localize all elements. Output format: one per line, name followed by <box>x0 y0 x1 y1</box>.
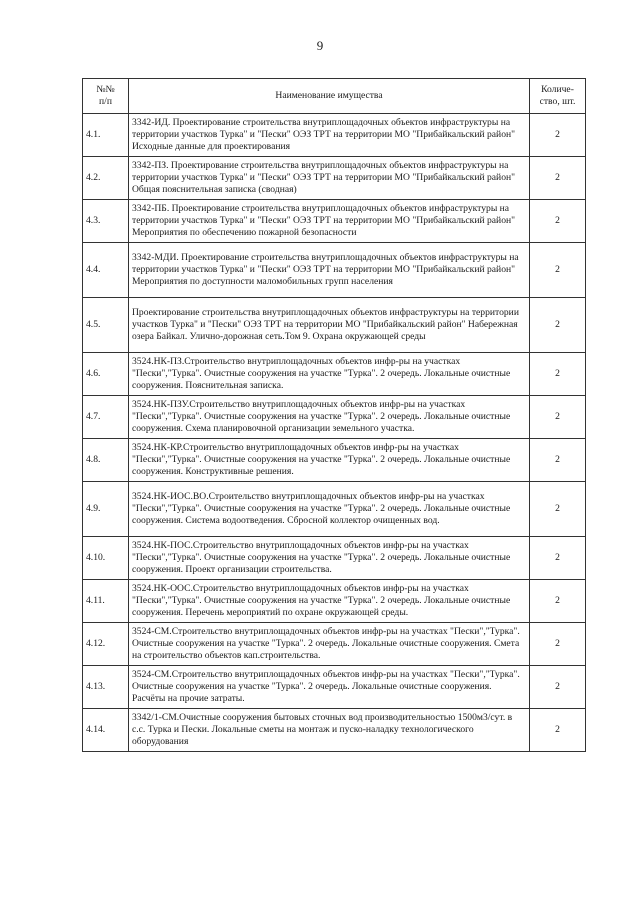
row-name: 3342-МДИ. Проектирование строительства внутриплощадочных объектов инфраструктуры на территории участков Турка" и "Пески" ОЭЗ ТРТ на территории МО "Прибайкальский район" Мероприятия по доступности маломобильных групп населения <box>129 243 530 298</box>
property-table <box>82 78 586 752</box>
table-row <box>83 709 586 752</box>
table-header-row <box>83 79 586 114</box>
row-number: 4.10. <box>83 537 129 580</box>
row-name: 3524-СМ.Строительство внутриплощадочных объектов инфр-ры на участках "Пески","Турка". Очистные сооружения на участке "Турка". 2 очередь. Локальные очистные сооружения. Расчёты на прочие затраты. <box>129 666 530 709</box>
row-number: 4.5. <box>83 298 129 353</box>
row-quantity: 2 <box>530 396 586 439</box>
row-name: 3524.НК-ПОС.Строительство внутриплощадочных объектов инфр-ры на участках "Пески","Турка". Очистные сооружения на участке "Турка". 2 очередь. Локальные очистные сооружения. Проект организации строительства. <box>129 537 530 580</box>
page-number: 9 <box>316 38 324 53</box>
row-name: 3342-ИД. Проектирование строительства внутриплощадочных объектов инфраструктуры на территории участков Турка" и "Пески" ОЭЗ ТРТ на территории МО "Прибайкальский район" Исходные данные для проектирования <box>129 114 530 157</box>
row-quantity: 2 <box>530 353 586 396</box>
row-quantity: 2 <box>530 157 586 200</box>
table-row <box>83 157 586 200</box>
row-name: 3524.НК-ПЗУ.Строительство внутриплощадочных объектов инфр-ры на участках "Пески","Турка". Очистные сооружения на участке "Турка". 2 очередь. Локальные очистные сооружения. Схема планировочной организации земельного участка. <box>129 396 530 439</box>
row-quantity: 2 <box>530 580 586 623</box>
row-quantity: 2 <box>530 298 586 353</box>
table-row <box>83 580 586 623</box>
row-name: 3342-ПБ. Проектирование строительства внутриплощадочных объектов инфраструктуры на территории участков Турка" и "Пески" ОЭЗ ТРТ на территории МО "Прибайкальский район" Мероприятия по обеспечению пожарной безопасности <box>129 200 530 243</box>
row-name: 3524-СМ.Строительство внутриплощадочных объектов инфр-ры на участках "Пески","Турка". Очистные сооружения на участке "Турка". 2 очередь. Локальные очистные сооружения. Смета на строительство объектов кап.строительства. <box>129 623 530 666</box>
table-row <box>83 537 586 580</box>
header-number <box>83 79 129 114</box>
row-number: 4.3. <box>83 200 129 243</box>
table-row <box>83 396 586 439</box>
row-number: 4.14. <box>83 709 129 752</box>
table-row <box>83 666 586 709</box>
header-quantity-line1: Количе- <box>541 84 574 95</box>
row-number: 4.9. <box>83 482 129 537</box>
header-number-line1: №№ <box>96 84 115 95</box>
table-row <box>83 298 586 353</box>
row-number: 4.7. <box>83 396 129 439</box>
row-quantity: 2 <box>530 623 586 666</box>
row-quantity: 2 <box>530 200 586 243</box>
table-row <box>83 200 586 243</box>
row-number: 4.2. <box>83 157 129 200</box>
row-quantity: 2 <box>530 439 586 482</box>
header-number-line2: п/п <box>99 96 112 107</box>
row-name: Проектирование строительства внутриплощадочных объектов инфраструктуры на территории участков Турка" и "Пески" ОЭЗ ТРТ на территории МО "Прибайкальский район" Набережная озера Байкал. Улично-дорожная сеть.Том 9. Охрана окружающей среды <box>129 298 530 353</box>
row-number: 4.12. <box>83 623 129 666</box>
row-quantity: 2 <box>530 666 586 709</box>
header-name: Наименование имущества <box>129 79 530 114</box>
row-number: 4.8. <box>83 439 129 482</box>
table-row <box>83 114 586 157</box>
table-row <box>83 243 586 298</box>
table-row <box>83 439 586 482</box>
row-name: 3342/1-СМ.Очистные сооружения бытовых сточных вод производительностью 1500м3/сут. в с.с. Турка и Пески. Локальные сметы на монтаж и пуско-наладку технологического оборудования <box>129 709 530 752</box>
header-quantity <box>530 79 586 114</box>
row-quantity: 2 <box>530 243 586 298</box>
row-name: 3342-ПЗ. Проектирование строительства внутриплощадочных объектов инфраструктуры на территории участков Турка" и "Пески" ОЭЗ ТРТ на территории МО "Прибайкальский район" Общая пояснительная записка (сводная) <box>129 157 530 200</box>
row-name: 3524.НК-КР.Строительство внутриплощадочных объектов инфр-ры на участках "Пески","Турка". Очистные сооружения на участке "Турка". 2 очередь. Локальные очистные сооружения. Конструктивные решения. <box>129 439 530 482</box>
row-number: 4.13. <box>83 666 129 709</box>
row-name: 3524.НК-ООС.Строительство внутриплощадочных объектов инфр-ры на участках "Пески","Турка". Очистные сооружения на участке "Турка". 2 очередь. Локальные очистные сооружения. Перечень мероприятий по охране окружающей среды. <box>129 580 530 623</box>
row-number: 4.1. <box>83 114 129 157</box>
row-quantity: 2 <box>530 709 586 752</box>
table-row <box>83 623 586 666</box>
row-name: 3524.НК-ИОС.ВО.Строительство внутриплощадочных объектов инфр-ры на участках "Пески","Турка". Очистные сооружения на участке "Турка". 2 очередь. Локальные очистные сооружения. Система водоотведения. Сбросной коллектор очищенных вод. <box>129 482 530 537</box>
table-row <box>83 482 586 537</box>
row-quantity: 2 <box>530 114 586 157</box>
table-row <box>83 353 586 396</box>
row-quantity: 2 <box>530 482 586 537</box>
header-quantity-line2: ство, шт. <box>539 96 576 107</box>
row-number: 4.6. <box>83 353 129 396</box>
row-name: 3524.НК-ПЗ.Строительство внутриплощадочных объектов инфр-ры на участках "Пески","Турка". Очистные сооружения на участке "Турка". 2 очередь. Локальные очистные сооружения. Пояснительная записка. <box>129 353 530 396</box>
row-number: 4.4. <box>83 243 129 298</box>
row-number: 4.11. <box>83 580 129 623</box>
row-quantity: 2 <box>530 537 586 580</box>
